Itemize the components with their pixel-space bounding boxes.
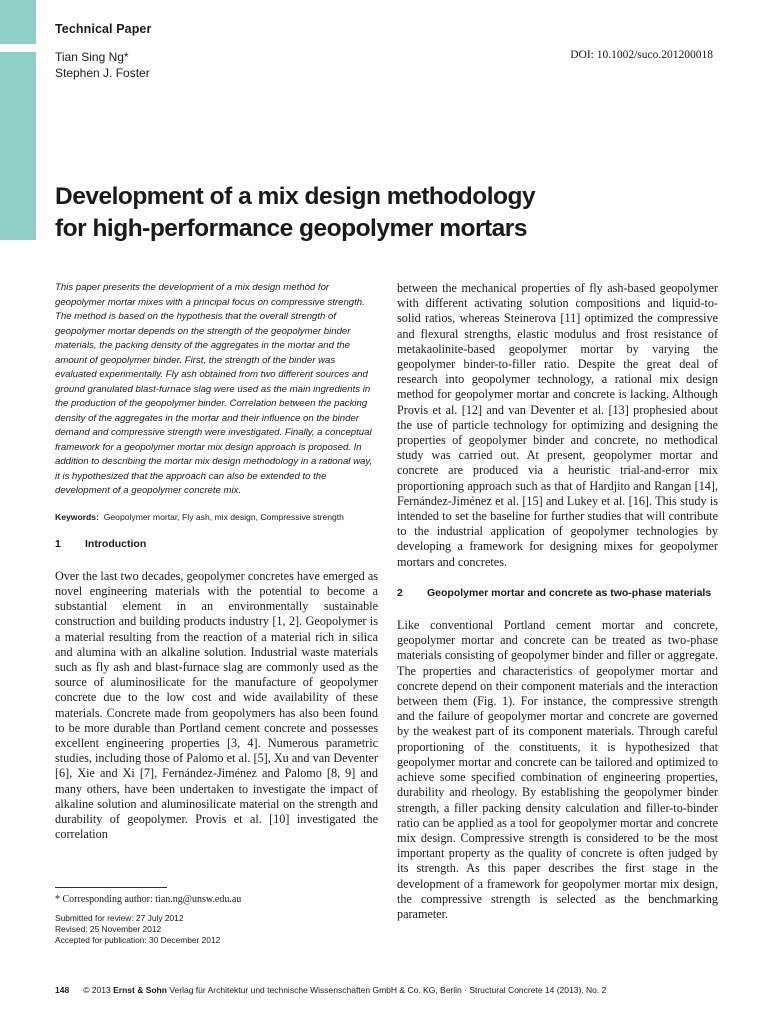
doi-link[interactable]: DOI: 10.1002/suco.201200018 [570, 49, 713, 61]
paragraph-two-phase: Like conventional Portland cement mortar and concrete, geopolymer mortar and concrete can be treated as two-phase materials consisting of geopolymer binder and filler or aggregate. The properties and characteristics of geopolymer mortar and concrete depend on their component materials and the interaction between them (Fig. 1). For instance, the compressive strength and the failure of geopolymer mortar and concrete are governed by the weakest part of its component materials. Through careful proportioning of the constituents, it is hypothesized that geopolymer mortar and concrete can be tailored and optimized to achieve some specified combination of engineering properties, durability and rheology. By establishing the geopolymer binder strength, a filler packing density calculation and filler-to-binder ratio can be applied as a tool for geopolymer mortar and concrete mix design. Compressive strength is considered to be the most important property as the quality of concrete is often judged by its strength. As this paper describes the first stage in the development of a framework for geopolymer mortar mix design, the compressive strength is selected as the benchmarking parameter. [397, 618, 718, 921]
title-line: Development of a mix design methodology [55, 183, 536, 210]
keywords-text: Geopolymer mortar, Fly ash, mix design, Compressive strength [103, 511, 344, 522]
right-column [397, 281, 718, 922]
section-number: 1 [55, 537, 61, 550]
page-footer [55, 985, 715, 996]
copyright-year: © 2013 [83, 985, 111, 995]
section-heading-introduction [55, 537, 378, 551]
author-name: Tian Sing Ng* [55, 50, 129, 64]
paper-type-label: Technical Paper [55, 22, 152, 36]
left-column [55, 281, 378, 842]
section-heading-two-phase [397, 586, 718, 600]
keywords [55, 511, 378, 523]
keywords-label: Keywords: [55, 511, 99, 522]
paper-title [55, 181, 695, 245]
section-number: 2 [397, 586, 403, 599]
submission-dates [55, 913, 378, 947]
footnote-divider [55, 887, 167, 888]
author-name: Stephen J. Foster [55, 65, 150, 80]
paragraph-introduction: Over the last two decades, geopolymer concretes have emerged as novel engineering materials with the potential to become a substantial element in an environmentally sustainable construction and building products industry [1, 2]. Geopolymer is a material resulting from the reaction of a material rich in silica and alumina with an alkaline solution. Industrial waste materials such as fly ash and blast-furnace slag are commonly used as the source of aluminosilicate for the manufacture of geopolymer concrete due to the low cost and wide availability of these materials. Concrete made from geopolymers has also been found to be more durable than Portland cement concrete and possesses excellent engineering properties [3, 4]. Numerous parametric studies, including those of Palomo et al. [5], Xu and van Deventer [6], Xie and Xi [7], Fernández-Jiménez and Palomo [8, 9] and many others, have been undertaken to investigate the impact of alkaline solution and aluminosilicate material on the strength and durability of geopolymer. Provis et al. [10] investigated the correlation [55, 568, 378, 842]
paragraph-introduction-continued: between the mechanical properties of fly ash-based geopolymer with different activating solution compositions and liquid-to-solid ratios, whereas Steinerova [11] optimized the compressive and flexural strengths, elastic modulus and frost resistance of metakaolinite-based geopolymer mortar by varying the geopolymer binder-to-filler ratio. Despite the great deal of research into geopolymer technology, a rational mix design method for geopolymer mortar and concrete is lacking. Although Provis et al. [12] and van Deventer et al. [13] prophesied about the use of particle technology for optimizing and designing the properties of geopolymer binder and concrete, no methodical study was carried out. At present, geopolymer mortar and concrete are produced via a heuristic trial-and-error mix proportioning approach such as that of Hardjito and Rangan [14], Fernández-Jiménez et al. [15] and Lukey et al. [16]. This study is intended to set the baseline for further studies that will contribute to the industrial application of geopolymer technologies by developing a framework for designing mixes for geopolymer mortars and concretes. [397, 281, 718, 569]
section-title: Geopolymer mortar and concrete as two-phase materials [427, 586, 712, 599]
accent-tab-title [0, 52, 36, 240]
abstract: This paper presents the development of a mix design method for geopolymer mortar mixes with a principal focus on compressive strength. The method is based on the hypothesis that the overall strength of geopolymer mortar depends on the strength of the geopolymer binder materials, the packing density of the aggregates in the mortar and the amount of geopolymer binder. First, the strength of the binder was evaluated experimentally. Fly ash obtained from two different sources and ground granulated blast-furnace slag were used as the main ingredients in the production of the geopolymer binder. Correlation between the packing density of the aggregates in the mortar and their influence on the binder demand and compressive strength were investigated. Finally, a conceptual framework for a geopolymer mortar mix design approach is proposed. In addition to describing the mortar mix design methodology in a rational way, it is hypothesized that the approach can also be extended to the development of a geopolymer concrete mix. [55, 282, 373, 496]
accent-tab-top [0, 0, 36, 44]
corresponding-author-footnote: * Corresponding author: tian.ng@unsw.edu.au [55, 894, 242, 905]
copyright-text: Verlag für Architektur und technische Wissenschaften GmbH & Co. KG, Berlin · Structural Concrete 14 (2013), No. 2 [169, 985, 607, 995]
publisher-name: Ernst & Sohn [113, 985, 167, 995]
page-number: 148 [55, 985, 70, 995]
date-revised: Revised: 25 November 2012 [55, 924, 162, 935]
section-title: Introduction [85, 537, 147, 550]
author-list [55, 50, 150, 81]
date-submitted: Submitted for review: 27 July 2012 [55, 913, 184, 923]
title-line: for high-performance geopolymer mortars [55, 215, 527, 242]
date-accepted: Accepted for publication: 30 December 2012 [55, 935, 221, 946]
